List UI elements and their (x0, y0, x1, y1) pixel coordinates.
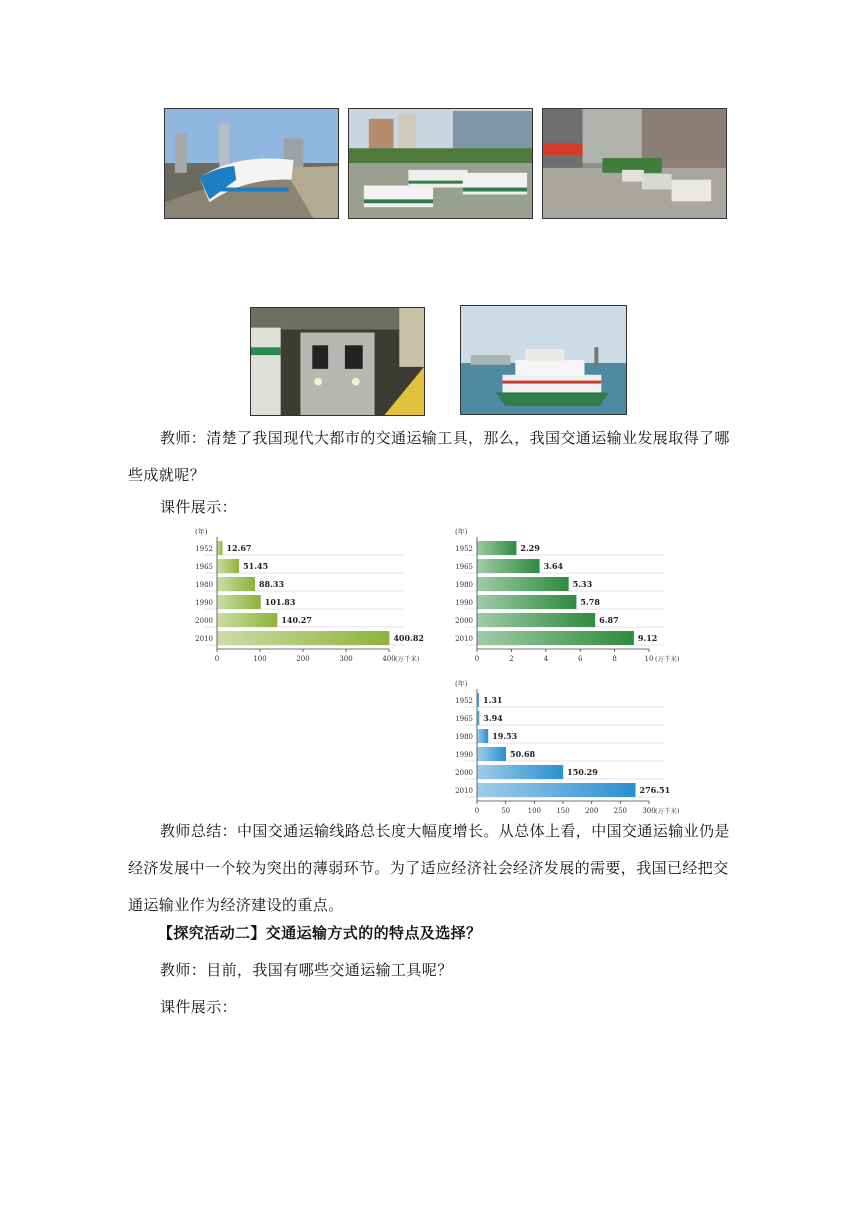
highway-length-chart-svg (190, 528, 450, 663)
courseware-label-1: 课件展示： (160, 498, 238, 516)
category-label: 1952 (455, 545, 473, 553)
bar-value-label: 51.45 (243, 561, 269, 571)
bar (477, 595, 576, 609)
x-tick-label: 400 (382, 655, 396, 663)
airline-length-chart-svg (450, 680, 710, 815)
chart-ylabel: (年) (455, 528, 468, 536)
bar (477, 559, 540, 573)
bar-value-label: 12.67 (226, 543, 252, 553)
category-label: 2010 (455, 787, 473, 795)
category-label: 2000 (455, 769, 473, 777)
category-label: 1980 (455, 581, 473, 589)
category-label: 2000 (455, 617, 473, 625)
bar-value-label: 50.68 (510, 749, 536, 759)
chart-xlabel: (万千米) (395, 655, 420, 663)
chart-xlabel: (万千米) (655, 655, 680, 663)
bar (217, 577, 255, 591)
category-label: 1965 (455, 563, 473, 571)
bar-value-label: 5.78 (580, 597, 600, 607)
x-tick-label: 300 (339, 655, 353, 663)
x-tick-label: 50 (501, 807, 511, 815)
category-label: 1965 (195, 563, 213, 571)
teacher-question-2: 教师：目前，我国有哪些交通运输工具呢？ (160, 961, 453, 979)
category-label: 1990 (455, 599, 473, 607)
x-tick-label: 4 (543, 655, 549, 663)
x-tick-label: 10 (644, 655, 654, 663)
x-tick-label: 8 (612, 655, 617, 663)
x-tick-label: 100 (527, 807, 542, 815)
category-label: 1952 (455, 697, 473, 705)
bar (217, 595, 261, 609)
bar (477, 765, 563, 779)
bar-value-label: 6.87 (599, 615, 619, 625)
category-label: 1990 (195, 599, 213, 607)
x-tick-label: 0 (474, 655, 480, 663)
chart-ylabel: (年) (455, 680, 468, 688)
category-label: 1980 (455, 733, 473, 741)
x-tick-label: 200 (296, 655, 310, 663)
bar-value-label: 140.27 (281, 615, 312, 625)
railway-length-chart (450, 528, 710, 663)
category-label: 1952 (195, 545, 213, 553)
bar (477, 631, 634, 645)
x-tick-label: 200 (584, 807, 599, 815)
bar (477, 747, 506, 761)
airline-length-chart (450, 680, 710, 815)
bar (477, 613, 595, 627)
category-label: 1980 (195, 581, 213, 589)
bar-value-label: 400.82 (393, 633, 424, 643)
maglev-train-photo (164, 108, 339, 219)
teacher-question-paragraph: 教师：清楚了我国现代大都市的交通运输工具，那么，我国交通运输业发展取得了哪些成就呢？ (128, 429, 730, 484)
x-tick-label: 100 (253, 655, 267, 663)
x-tick-label: 250 (613, 807, 628, 815)
inquiry-activity-two-heading: 【探究活动二】交通运输方式的的特点及选择？ (158, 924, 482, 942)
bar (217, 631, 389, 645)
bar (217, 559, 239, 573)
ferry-boat-photo (460, 305, 627, 415)
bar (477, 541, 516, 555)
bar (217, 613, 277, 627)
category-label: 2010 (195, 635, 213, 643)
chart-ylabel: (年) (195, 528, 208, 536)
bar-value-label: 150.29 (567, 767, 598, 777)
teacher-summary-paragraph: 教师总结：中国交通运输线路总长度大幅度增长。从总体上看，中国交通运输业仍是经济发展中一个较为突出的薄弱环节。为了适应经济社会经济发展的需要，我国已经把交通运输业作为经济建设的重点。 (128, 822, 730, 914)
bar-value-label: 88.33 (258, 579, 285, 589)
courseware-label-2: 课件展示： (160, 998, 238, 1016)
bar-value-label: 276.51 (639, 785, 671, 795)
bar-value-label: 9.12 (637, 633, 658, 643)
bar-value-label: 3.94 (483, 713, 503, 723)
highway-length-chart (190, 528, 450, 663)
bar (477, 577, 569, 591)
x-tick-label: 6 (577, 655, 583, 663)
bar-value-label: 19.53 (492, 731, 518, 741)
category-label: 1990 (455, 751, 473, 759)
subway-train-photo (250, 307, 425, 416)
city-street-cars-photo (542, 108, 727, 219)
x-tick-label: 0 (214, 655, 220, 663)
bar-value-label: 2.29 (520, 543, 540, 553)
x-tick-label: 300 (642, 807, 656, 815)
x-tick-label: 150 (556, 807, 570, 815)
bar (477, 729, 488, 743)
bar (477, 783, 636, 797)
x-tick-label: 2 (509, 655, 514, 663)
category-label: 2010 (455, 635, 473, 643)
bar-value-label: 3.64 (543, 561, 564, 571)
bar-value-label: 1.31 (483, 695, 503, 705)
category-label: 2000 (195, 617, 213, 625)
category-label: 1965 (455, 715, 473, 723)
bar (217, 541, 222, 555)
bar-value-label: 101.83 (264, 597, 296, 607)
bar-value-label: 5.33 (572, 579, 593, 589)
bus-station-photo (348, 108, 533, 219)
railway-length-chart-svg (450, 528, 710, 663)
chart-xlabel: (万千米) (655, 807, 680, 815)
x-tick-label: 0 (474, 807, 480, 815)
